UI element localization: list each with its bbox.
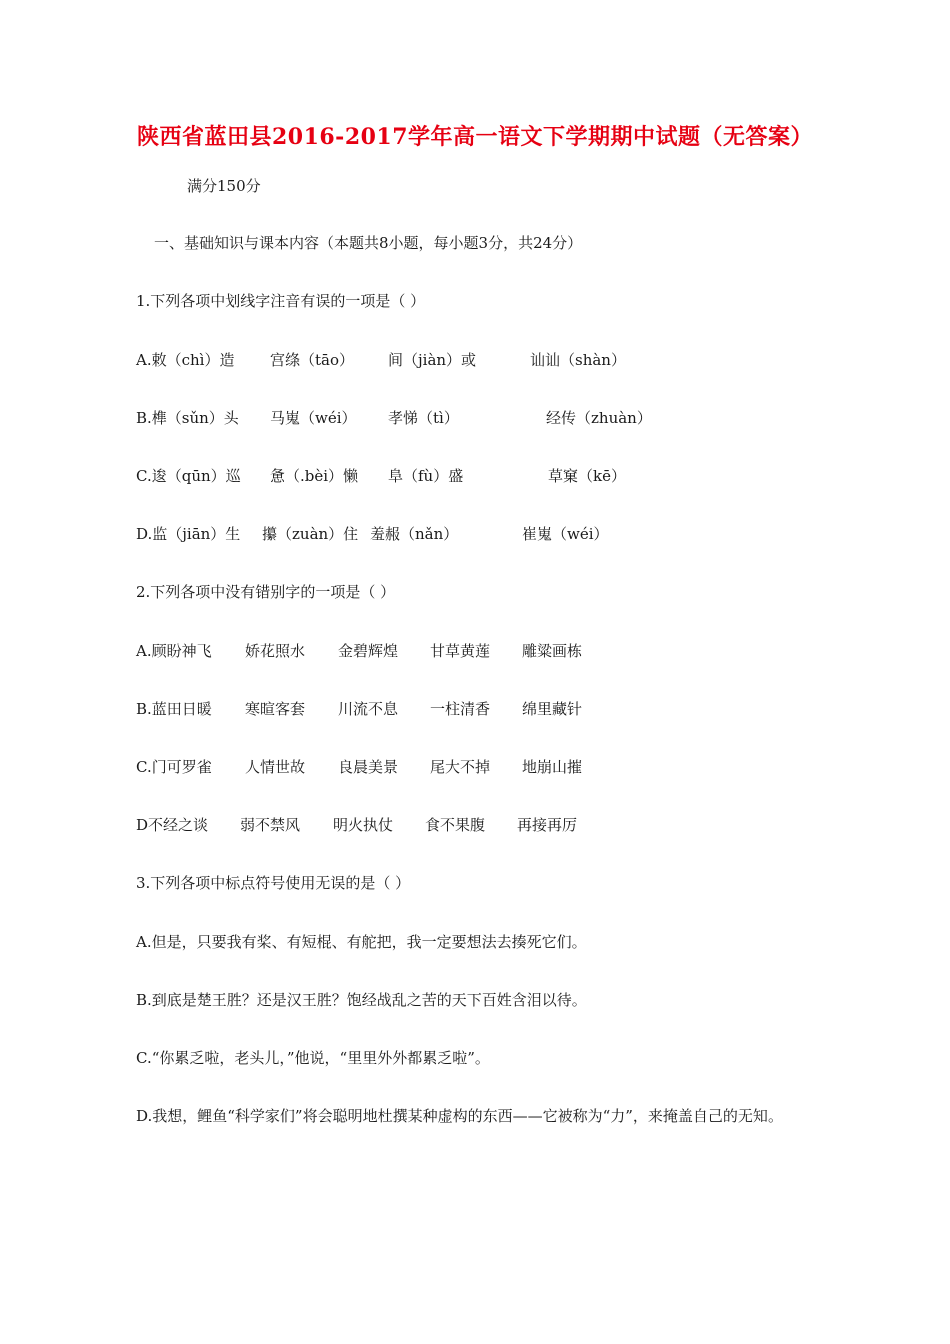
question-2-stem: 2.下列各项中没有错别字的一项是（ ） [136,583,396,601]
q2-option-d-3: 明火执仗 [333,816,394,834]
question-1-stem: 1.下列各项中划线字注音有误的一项是（ ） [136,292,426,310]
q2-option-b-5: 绵里藏针 [522,700,583,718]
q2-option-c-3: 良晨美景 [338,758,399,776]
q1-option-a-4: 讪讪（shàn） [530,351,626,369]
q3-option-b: B.到底是楚王胜？还是汉王胜？饱经战乱之苦的天下百姓含泪以待。 [136,991,587,1009]
q1-option-b-4: 经传（zhuàn） [546,409,652,427]
q1-option-d-1: D.监（jiān）生 [136,525,241,543]
q1-option-d-3: 羞赧（nǎn） [370,525,459,543]
q2-option-b-4: 一柱清香 [430,700,491,718]
q1-option-d-2: 攥（zuàn）住 [262,525,359,543]
q2-option-a-3: 金碧辉煌 [338,642,399,660]
q1-option-b-1: B.榫（sǔn）头 [136,409,239,427]
q3-option-d: D.我想，鲤鱼“科学家们”将会聪明地杜撰某种虚构的东西——它被称为“力”，来掩盖自己的无知。 [136,1107,783,1125]
q3-option-c: C.“你累乏啦，老头儿，”他说，“里里外外都累乏啦”。 [136,1049,490,1067]
q1-option-b-3: 孝悌（tì） [388,409,459,427]
q2-option-a-4: 甘草黄莲 [430,642,491,660]
question-3-stem: 3.下列各项中标点符号使用无误的是（ ） [136,874,411,892]
q2-option-d-2: 弱不禁风 [240,816,301,834]
q2-option-d-4: 食不果腹 [425,816,486,834]
q2-option-b-2: 寒暄客套 [245,700,306,718]
q1-option-c-1: C.逡（qūn）巡 [136,467,241,485]
q2-option-a-2: 娇花照水 [245,642,306,660]
full-score: 满分150分 [187,177,261,195]
q1-option-a-3: 间（jiàn）或 [388,351,477,369]
q1-option-b-2: 马嵬（wéi） [270,409,357,427]
q2-option-d-1: D不经之谈 [136,816,209,834]
q1-option-c-4: 草窠（kē） [548,467,626,485]
q2-option-c-2: 人情世故 [245,758,306,776]
q2-option-d-5: 再接再厉 [517,816,578,834]
q1-option-d-4: 崔嵬（wéi） [522,525,609,543]
q1-option-c-3: 阜（fù）盛 [388,467,464,485]
q2-option-b-3: 川流不息 [338,700,399,718]
q2-option-a-1: A.顾盼神飞 [136,642,212,660]
q1-option-a-2: 宫绦（tāo） [270,351,355,369]
q2-option-c-4: 尾大不掉 [430,758,491,776]
q1-option-a-1: A.敕（chì）造 [136,351,235,369]
q2-option-b-1: B.蓝田日暖 [136,700,212,718]
q2-option-c-5: 地崩山摧 [522,758,583,776]
q2-option-a-5: 雕粱画栋 [522,642,583,660]
q3-option-a: A.但是，只要我有桨、有短棍、有舵把，我一定要想法去揍死它们。 [136,933,587,951]
q2-option-c-1: C.门可罗雀 [136,758,212,776]
q1-option-c-2: 惫（.bèi）懒 [270,467,359,485]
document-title: 陕西省蓝田县2016-2017学年高一语文下学期期中试题（无答案） [136,124,814,150]
section-heading: 一、基础知识与课本内容（本题共8小题，每小题3分，共24分） [154,234,583,252]
